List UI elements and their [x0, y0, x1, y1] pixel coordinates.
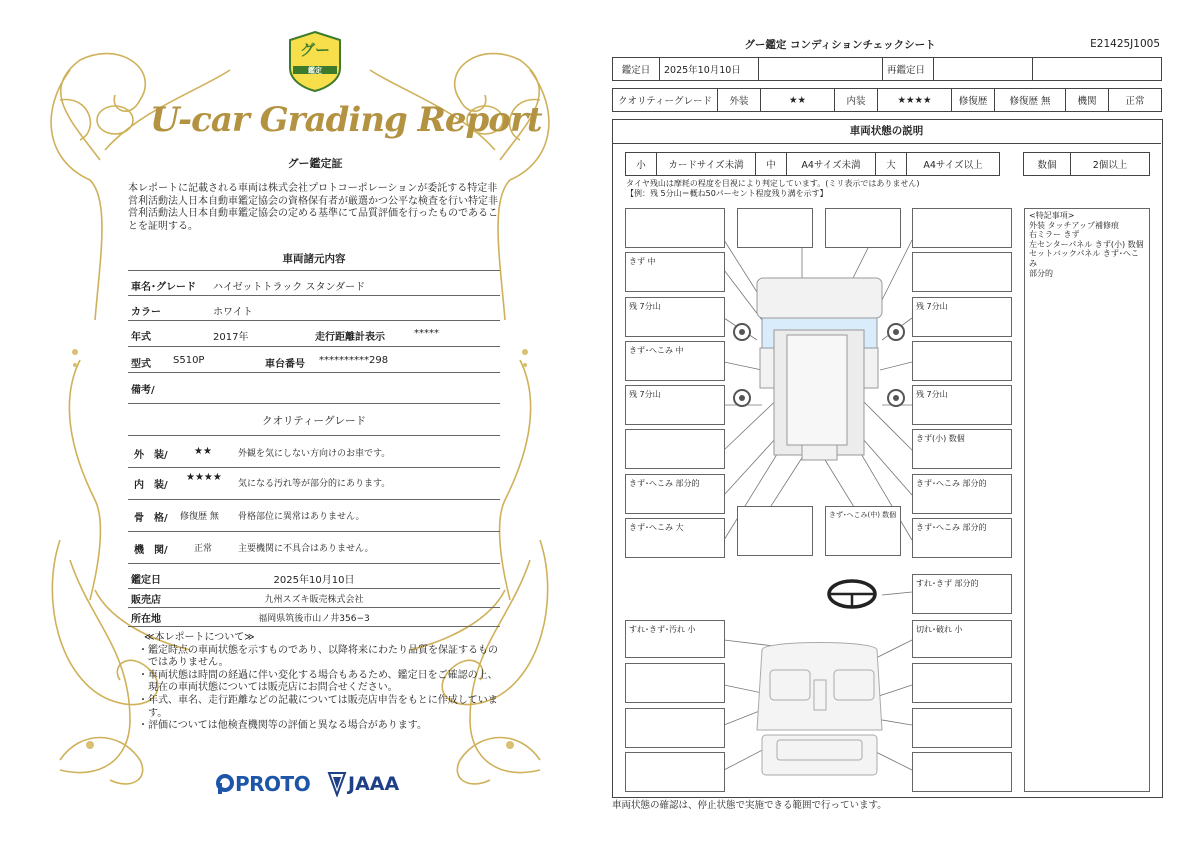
damage-box-r1 [912, 208, 1012, 248]
divider [128, 588, 500, 589]
divider [128, 320, 500, 321]
engine-value: 正常 [1109, 89, 1162, 112]
specs-section-title: 車両諸元内容 [282, 253, 346, 265]
note-item: ・評価については他検査機関等の評価と異なる場合があります。 [138, 720, 427, 732]
engine-label: 機関 [1066, 89, 1109, 112]
exterior-label: 外 装/ [134, 450, 168, 461]
goo-kantei-badge-icon [285, 30, 345, 92]
legend-large: 大 [876, 153, 907, 176]
frame-desc: 骨格部位に異常はありません。 [238, 512, 365, 522]
damage-box-l1 [625, 208, 725, 248]
exterior-stars: ★★ [194, 446, 212, 457]
divider [128, 372, 500, 373]
color-label: カラー [131, 307, 161, 318]
damage-box-l4: きず･へこみ 中 [625, 341, 725, 381]
sheet-title: グー鑑定 コンディションチェックシート [744, 39, 936, 51]
interior-label: 内 装/ [134, 480, 168, 491]
badge-text-2: 鑑定 [308, 66, 322, 75]
name-value: ハイゼットトラック スタンダード [213, 282, 366, 293]
legend-small-desc: カードサイズ未満 [657, 153, 756, 176]
interior-box-r4 [912, 752, 1012, 792]
damage-box-r7: きず･へこみ 部分的 [912, 474, 1012, 514]
divider [128, 346, 500, 347]
date-label: 鑑定日 [131, 575, 161, 586]
special-notes-title: <特記事項> [1029, 211, 1075, 220]
jaaa-logo-icon [327, 771, 347, 797]
size-legend-table [625, 152, 1000, 176]
interior-box-r2 [912, 663, 1012, 703]
damage-box-r8: きず･へこみ 部分的 [912, 518, 1012, 558]
divider [128, 563, 500, 564]
sheet-footer-note: 車両状態の確認は、停止状態で実施できる範囲で行っています。 [612, 800, 887, 811]
remarks-label: 備考/ [131, 385, 155, 396]
report-script-title: U-car Grading Report [150, 100, 542, 140]
engine-value: 正常 [194, 544, 213, 554]
address-value: 福岡県筑後市山ノ井356−3 [258, 614, 370, 624]
damage-box-t2 [825, 208, 901, 248]
grade-label: クオリティーグレード [613, 89, 718, 112]
divider [128, 435, 500, 436]
legend-count-desc: 2個以上 [1071, 153, 1150, 176]
divider [128, 626, 500, 627]
steering-box: すれ･きず 部分的 [912, 574, 1012, 614]
footer-logos [215, 770, 415, 800]
divider [128, 270, 500, 271]
ext-value: ★★ [761, 89, 835, 112]
divider [128, 467, 500, 468]
empty-cell [759, 58, 883, 81]
special-note-item: 左センターパネル きず(小) 数個 [1029, 239, 1144, 249]
date-value: 2025年10月10日 [273, 575, 355, 586]
name-label: 車名･グレード [131, 282, 196, 293]
date-table [612, 57, 1162, 81]
note-item: ・鑑定時点の車両状態を示すものであり、以降将来にわたり品質を保証するものではありません。 [138, 644, 498, 669]
year-label: 年式 [131, 332, 151, 343]
empty-cell [1033, 58, 1162, 81]
interior-box-r1: 切れ･破れ 小 [912, 620, 1012, 658]
damage-box-l7: きず･へこみ 部分的 [625, 474, 725, 514]
shop-value: 九州スズキ販売株式会社 [264, 595, 364, 605]
interior-box-l2 [625, 663, 725, 703]
interior-desc: 気になる汚れ等が部分的にあります。 [238, 479, 391, 489]
chassis-value: **********298 [319, 355, 389, 366]
special-note-item: セットバックパネル きず･へこみ [1029, 249, 1139, 268]
divider [128, 499, 500, 500]
tire-note [626, 179, 946, 199]
badge-text-1: グー [299, 41, 331, 59]
interior-box-l3 [625, 708, 725, 748]
frame-value: 修復歴 無 [180, 512, 219, 522]
model-label: 型式 [131, 359, 151, 370]
proto-logo-icon [215, 773, 235, 795]
divider [128, 531, 500, 532]
certificate-text: 本レポートに記載される車両は株式会社プロトコーポレーションが委託する特定非営利活動法人日本自動車鑑定協会の資格保有者が厳選かつ公平な検査を行い特定非営利活動法人日本自動車鑑定協会の定める基準にて品質評価を行ったものであることを証明する。 [128, 183, 498, 232]
date-value: 2025年10月10日 [660, 58, 759, 81]
sheet-code: E21425J1005 [1090, 38, 1160, 50]
certificate-title: グー鑑定証 [287, 157, 343, 170]
year-value: 2017年 [213, 332, 249, 343]
interior-stars: ★★★★ [186, 472, 222, 483]
quality-section-title: クオリティーグレード [262, 415, 366, 427]
notes-title: ≪本レポートについて≫ [144, 632, 255, 643]
tire-box-r3: 残 7分山 [912, 297, 1012, 337]
redate-label: 再鑑定日 [883, 58, 934, 81]
legend-large-desc: A4サイズ以上 [907, 153, 1000, 176]
ext-label: 外装 [718, 89, 761, 112]
interior-box-l4 [625, 752, 725, 792]
shop-label: 販売店 [131, 595, 161, 606]
address-label: 所在地 [131, 614, 161, 625]
interior-box-l1: すれ･きず･汚れ 小 [625, 620, 725, 658]
tire-box-r5: 残 7分山 [912, 385, 1012, 425]
damage-box-r6: きず(小) 数個 [912, 429, 1012, 469]
damage-box-l2: きず 中 [625, 252, 725, 292]
date-label: 鑑定日 [613, 58, 660, 81]
proto-logo-text: PROTO [235, 772, 311, 796]
chassis-label: 車台番号 [265, 359, 305, 370]
tire-box-l3: 残 7分山 [625, 297, 725, 337]
steering-wheel-icon [829, 581, 875, 607]
int-value: ★★★★ [878, 89, 952, 112]
engine-desc: 主要機関に不具合はありません。 [238, 544, 374, 554]
mileage-value: ***** [414, 328, 439, 339]
legend-mid-desc: A4サイズ未満 [787, 153, 876, 176]
damage-box-b1 [737, 506, 813, 556]
legend-mid: 中 [756, 153, 787, 176]
grade-table [612, 88, 1162, 112]
divider [128, 295, 500, 296]
damage-box-b2: きず･へこみ(中) 数個 [825, 506, 901, 556]
tire-note-line: タイヤ残山は摩耗の程度を目視により判定しています。(ミリ表示ではありません) [626, 179, 920, 188]
interior-box-r3 [912, 708, 1012, 748]
legend-small: 小 [626, 153, 657, 176]
tire-box-l5: 残 7分山 [625, 385, 725, 425]
count-legend-table [1023, 152, 1150, 176]
note-item: ・車両状態は時間の経過に伴い変化する場合もあるため、鑑定日をご確認の上、現在の車両状態については販売店にお問合せください。 [138, 669, 498, 694]
special-note-item: 部分的 [1029, 268, 1053, 278]
report-notes [138, 632, 498, 733]
legend-count: 数個 [1024, 153, 1071, 176]
redate-value [934, 58, 1033, 81]
damage-box-r4 [912, 341, 1012, 381]
divider [128, 607, 500, 608]
repair-label: 修復歴 [952, 89, 995, 112]
repair-value: 修復歴 無 [995, 89, 1066, 112]
state-section-title: 車両状態の説明 [612, 119, 1161, 144]
damage-box-l8: きず･へこみ 大 [625, 518, 725, 558]
special-note-item: 右ミラー きず [1029, 230, 1080, 240]
frame-label: 骨 格/ [134, 513, 168, 524]
damage-box-t1 [737, 208, 813, 248]
special-notes [1024, 208, 1150, 792]
jaaa-logo-text: JAAA [348, 773, 400, 795]
color-value: ホワイト [213, 307, 253, 318]
exterior-desc: 外観を気にしない方向けのお車です。 [238, 449, 391, 459]
damage-box-l6 [625, 429, 725, 469]
model-value: S510P [173, 355, 205, 366]
note-item: ・年式、車名、走行距離などの記載については販売店申告をもとに作成しています。 [138, 694, 498, 719]
damage-box-r2 [912, 252, 1012, 292]
divider [128, 403, 500, 404]
tire-note-line: 【例：残 5分山＝概ね50パーセント程度残り溝を示す】 [626, 189, 828, 198]
special-note-item: 外装 タッチアップ補修痕 [1029, 220, 1119, 230]
mileage-label: 走行距離計表示 [315, 332, 385, 343]
int-label: 内装 [835, 89, 878, 112]
engine-label: 機 関/ [134, 545, 168, 556]
